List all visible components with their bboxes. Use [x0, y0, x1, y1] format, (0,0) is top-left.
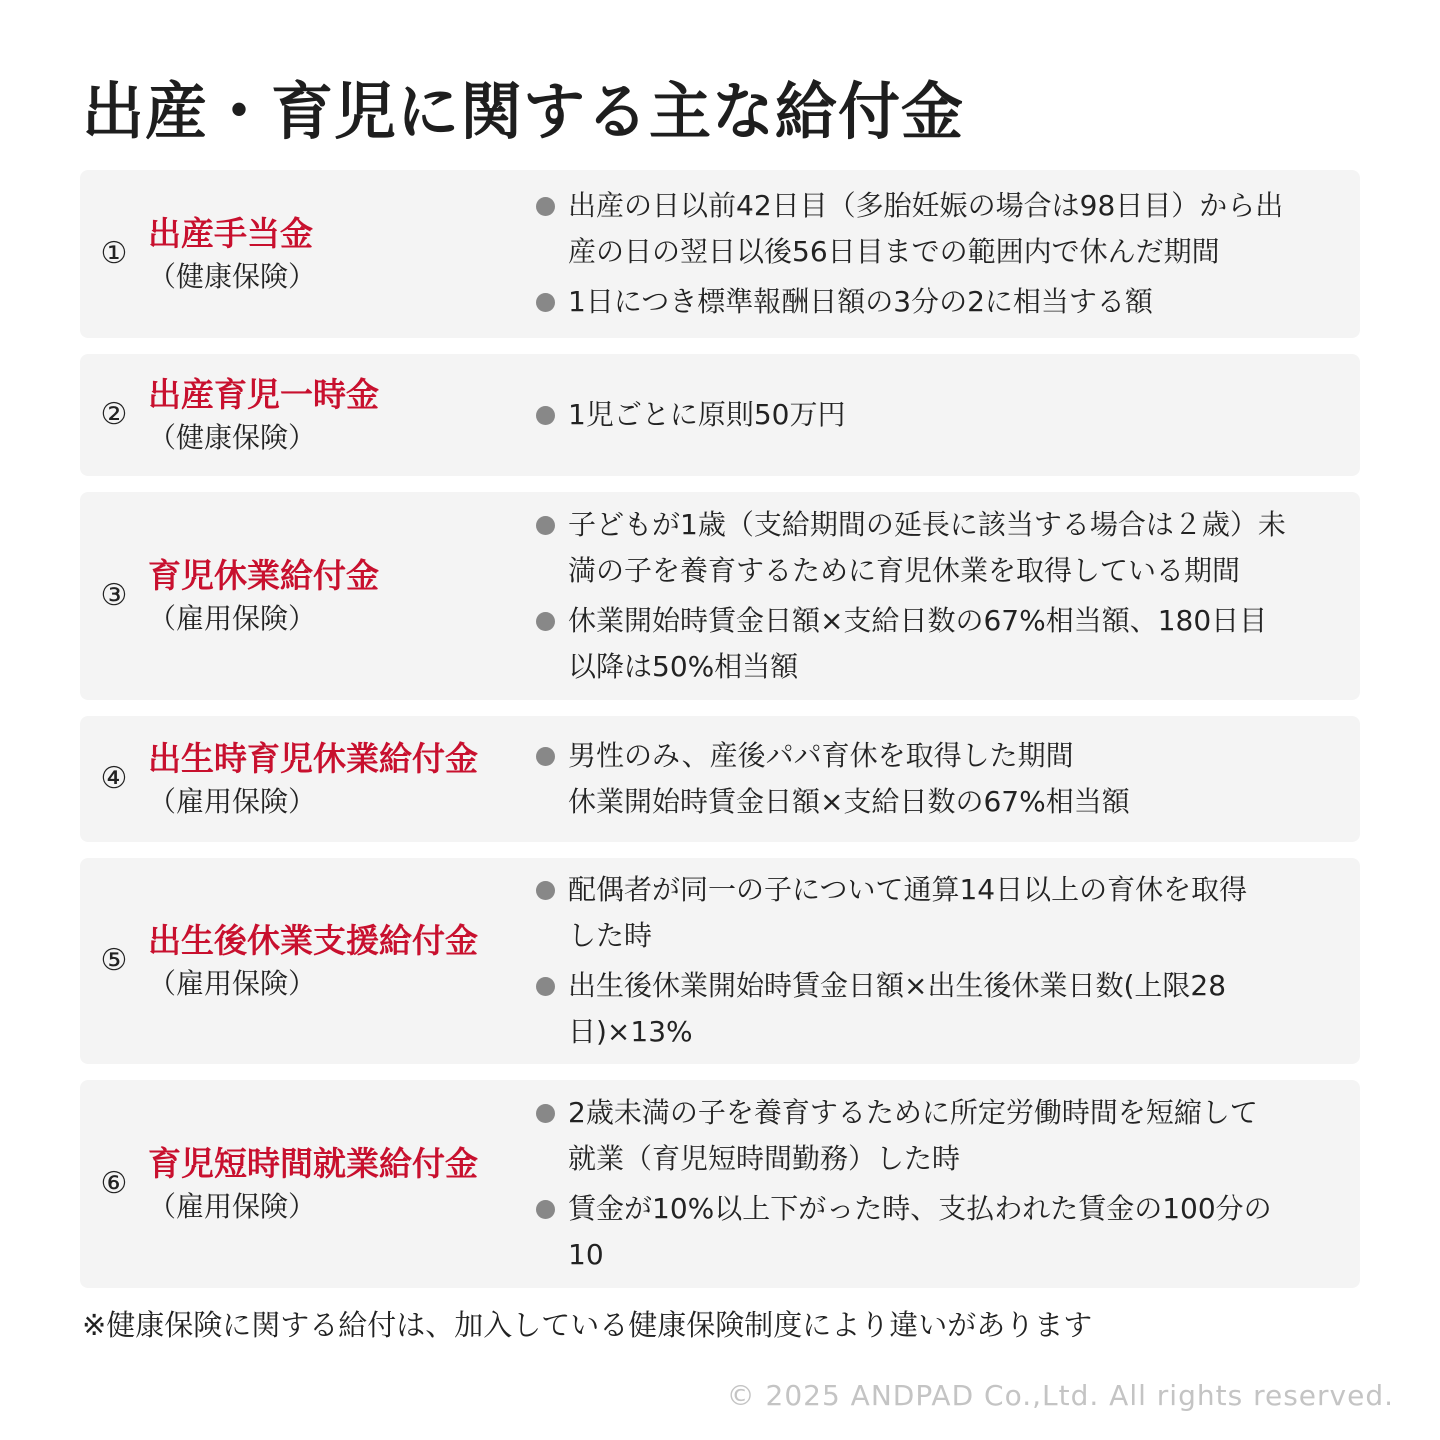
benefit-card-4 [80, 716, 1360, 842]
bullet-icon [536, 881, 555, 900]
detail-line: 男性のみ、産後パパ育休を取得した期間 [568, 739, 1074, 772]
detail-line: 以降は50%相当額 [568, 650, 799, 683]
bullet-icon [536, 747, 555, 766]
benefit-detail-item [534, 733, 1342, 825]
benefit-number: ① [100, 236, 128, 271]
detail-line: 休業開始時賃金日額×支給日数の67%相当額 [568, 785, 1130, 818]
detail-line: 出産の日以前42日目（多胎妊娠の場合は98日目）から出 [568, 189, 1284, 222]
insurance-type: （雇用保険） [148, 1190, 317, 1223]
benefit-number: ② [100, 397, 128, 432]
insurance-type: （雇用保険） [148, 785, 317, 818]
detail-line: 賃金が10%以上下がった時、支払われた賃金の100分の [568, 1192, 1272, 1225]
bullet-icon [536, 1200, 555, 1219]
page-title: 出産・育児に関する主な給付金 [82, 75, 965, 148]
benefit-name: 育児短時間就業給付金 [148, 1144, 478, 1183]
benefit-detail-item [534, 598, 1342, 690]
detail-line: 日)×13% [568, 1015, 693, 1048]
benefit-number: ⑤ [100, 943, 128, 978]
bullet-icon [536, 977, 555, 996]
benefit-number: ③ [100, 578, 128, 613]
insurance-type: （健康保険） [148, 421, 317, 454]
benefit-detail-item [534, 279, 1342, 325]
benefit-number: ④ [100, 761, 128, 796]
detail-line: 配偶者が同一の子について通算14日以上の育休を取得 [568, 873, 1248, 906]
footnote: ※健康保険に関する給付は、加入している健康保険制度により違いがあります [82, 1308, 1093, 1342]
benefit-card-6 [80, 1080, 1360, 1288]
benefit-number: ⑥ [100, 1166, 128, 1201]
benefit-detail-item [534, 963, 1342, 1055]
benefit-card-5 [80, 858, 1360, 1064]
detail-line: 満の子を養育するために育児休業を取得している期間 [568, 554, 1241, 587]
bullet-icon [536, 1104, 555, 1123]
bullet-icon [536, 197, 555, 216]
benefit-detail-item [534, 502, 1342, 594]
bullet-icon [536, 516, 555, 535]
benefit-name: 育児休業給付金 [148, 556, 379, 595]
detail-line: した時 [568, 919, 653, 952]
benefit-detail-item [534, 392, 1342, 438]
bullet-icon [536, 293, 555, 312]
benefit-detail-item [534, 1186, 1342, 1278]
benefit-detail-item [534, 867, 1342, 959]
insurance-type: （雇用保険） [148, 967, 317, 1000]
benefit-detail-item [534, 183, 1342, 275]
benefit-detail-item [534, 1090, 1342, 1182]
detail-line: 休業開始時賃金日額×支給日数の67%相当額、180日目 [568, 604, 1268, 637]
bullet-icon [536, 406, 555, 425]
benefit-card-2 [80, 354, 1360, 476]
detail-line: 2歳未満の子を養育するために所定労働時間を短縮して [568, 1096, 1258, 1129]
insurance-type: （健康保険） [148, 260, 317, 293]
detail-line: 子どもが1歳（支給期間の延長に該当する場合は２歳）未 [568, 508, 1286, 541]
detail-line: 1日につき標準報酬日額の3分の2に相当する額 [568, 285, 1153, 318]
benefit-name: 出生時育児休業給付金 [148, 739, 478, 778]
insurance-type: （雇用保険） [148, 602, 317, 635]
benefit-name: 出産育児一時金 [148, 375, 379, 414]
copyright-notice: © 2025 ANDPAD Co.,Ltd. All rights reserved. [726, 1379, 1394, 1412]
detail-line: 1児ごとに原則50万円 [568, 398, 846, 431]
benefit-name: 出生後休業支援給付金 [148, 921, 478, 960]
benefit-card-3 [80, 492, 1360, 700]
detail-line: 産の日の翌日以後56日目までの範囲内で休んだ期間 [568, 235, 1220, 268]
bullet-icon [536, 612, 555, 631]
benefit-name: 出産手当金 [148, 214, 313, 253]
benefit-card-1 [80, 170, 1360, 338]
detail-line: 出生後休業開始時賃金日額×出生後休業日数(上限28 [568, 969, 1227, 1002]
detail-line: 就業（育児短時間勤務）した時 [568, 1142, 961, 1175]
detail-line: 10 [568, 1238, 604, 1271]
